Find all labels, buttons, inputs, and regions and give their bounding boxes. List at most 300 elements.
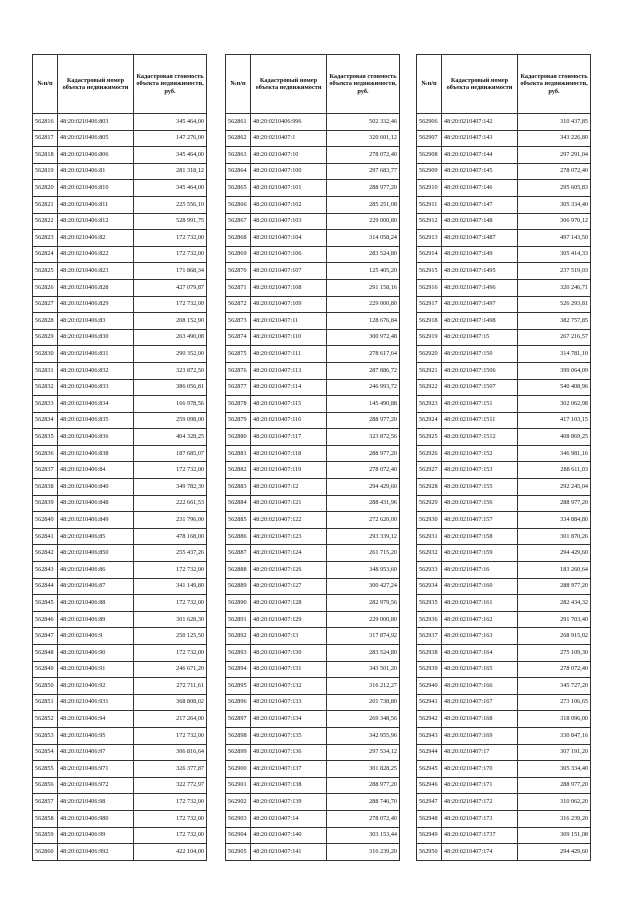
cadastral-number: 48:20:0210407:138 [251, 777, 327, 794]
cadastral-number: 48:20:0210407:141 [251, 844, 327, 861]
row-number: 562891 [226, 611, 251, 628]
cadastral-value: 281 318,12 [134, 163, 207, 180]
cadastral-number: 48:20:0210407:102 [251, 196, 327, 213]
row-number: 562924 [417, 412, 442, 429]
table-row [226, 346, 400, 363]
row-number: 562848 [33, 645, 58, 662]
table-row [33, 196, 207, 213]
cadastral-number: 48:20:0210406:88 [58, 595, 134, 612]
table-row [226, 694, 400, 711]
table-row [417, 611, 591, 628]
table-row [226, 114, 400, 131]
cadastral-number: 48:20:0210407:162 [442, 611, 518, 628]
table-row [33, 711, 207, 728]
cadastral-value: 225 556,10 [134, 196, 207, 213]
cadastral-number: 48:20:0210407:115 [251, 396, 327, 413]
cadastral-number: 48:20:0210407:143 [442, 130, 518, 147]
cadastral-number: 48:20:0210406:81 [58, 163, 134, 180]
row-number: 562862 [226, 130, 251, 147]
table-row [33, 346, 207, 363]
table-row [226, 246, 400, 263]
table-row [417, 196, 591, 213]
cadastral-number: 48:20:0210407:17 [442, 744, 518, 761]
cadastral-value: 427 079,87 [134, 279, 207, 296]
cadastral-number: 48:20:0210407:1737 [442, 827, 518, 844]
cadastral-value: 285 251,08 [327, 196, 400, 213]
cadastral-number: 48:20:0210407:133 [251, 694, 327, 711]
cadastral-value: 310 437,85 [518, 114, 591, 131]
row-number: 562927 [417, 462, 442, 479]
row-number: 562915 [417, 263, 442, 280]
cadastral-number: 48:20:0210407:123 [251, 528, 327, 545]
row-number: 562857 [33, 794, 58, 811]
cadastral-number: 48:20:0210407:171 [442, 777, 518, 794]
cadastral-value: 147 276,00 [134, 130, 207, 147]
cadastral-value: 231 796,00 [134, 512, 207, 529]
cadastral-number: 48:20:0210407:150 [442, 346, 518, 363]
row-number: 562885 [226, 512, 251, 529]
row-number: 562821 [33, 196, 58, 213]
table-row [226, 678, 400, 695]
row-number: 562830 [33, 346, 58, 363]
cadastral-number: 48:20:0210406:833 [58, 379, 134, 396]
cadastral-value: 255 437,26 [134, 545, 207, 562]
table-row [33, 114, 207, 131]
row-number: 562850 [33, 678, 58, 695]
row-number: 562825 [33, 263, 58, 280]
row-number: 562898 [226, 727, 251, 744]
cadastral-number: 48:20:0210407:1497 [442, 296, 518, 313]
cadastral-value: 345 464,00 [134, 114, 207, 131]
row-number: 562867 [226, 213, 251, 230]
cadastral-value: 320 246,71 [518, 279, 591, 296]
cadastral-number: 48:20:0210407:160 [442, 578, 518, 595]
row-number: 562881 [226, 445, 251, 462]
row-number: 562835 [33, 429, 58, 446]
row-number: 562833 [33, 396, 58, 413]
cadastral-number: 48:20:0210406:838 [58, 445, 134, 462]
cadastral-number: 48:20:0210407:129 [251, 611, 327, 628]
row-number: 562880 [226, 429, 251, 446]
cadastral-value: 404 328,25 [134, 429, 207, 446]
table-row [226, 147, 400, 164]
row-number: 562907 [417, 130, 442, 147]
table-row [417, 362, 591, 379]
table-row [226, 213, 400, 230]
row-number: 562935 [417, 595, 442, 612]
cadastral-value: 291 158,16 [327, 279, 400, 296]
table-row [226, 379, 400, 396]
table-row [33, 313, 207, 330]
row-number: 562834 [33, 412, 58, 429]
cadastral-number: 48:20:0210407:116 [251, 412, 327, 429]
row-number: 562836 [33, 445, 58, 462]
row-number: 562872 [226, 296, 251, 313]
cadastral-value: 307 191,20 [518, 744, 591, 761]
table-row [226, 180, 400, 197]
table-row [33, 462, 207, 479]
cadastral-number: 48:20:0210407:172 [442, 794, 518, 811]
cadastral-value: 278 072,40 [327, 462, 400, 479]
header-row [226, 55, 400, 114]
table-row [417, 429, 591, 446]
table-row [33, 479, 207, 496]
row-number: 562869 [226, 246, 251, 263]
row-number: 562906 [417, 114, 442, 131]
cadastral-number: 48:20:0210406:98 [58, 794, 134, 811]
cadastral-value: 246 993,72 [327, 379, 400, 396]
cadastral-number: 48:20:0210407:140 [251, 827, 327, 844]
table-row [417, 329, 591, 346]
cadastral-value: 301 870,26 [518, 528, 591, 545]
cadastral-value: 408 869,25 [518, 429, 591, 446]
row-number: 562938 [417, 645, 442, 662]
table-row [417, 279, 591, 296]
row-number: 562876 [226, 362, 251, 379]
table-row [226, 362, 400, 379]
cadastral-value: 382 757,85 [518, 313, 591, 330]
table-row [226, 794, 400, 811]
row-number: 562895 [226, 678, 251, 695]
row-number: 562902 [226, 794, 251, 811]
table-row [33, 678, 207, 695]
cadastral-value: 297 683,77 [327, 163, 400, 180]
cadastral-value: 183 260,64 [518, 562, 591, 579]
cadastral-number: 48:20:0210407:134 [251, 711, 327, 728]
table-row [226, 313, 400, 330]
row-number: 562842 [33, 545, 58, 562]
table-row [226, 761, 400, 778]
row-number: 562858 [33, 810, 58, 827]
table-row [33, 429, 207, 446]
cadastral-value: 272 620,00 [327, 512, 400, 529]
row-number: 562899 [226, 744, 251, 761]
row-number: 562827 [33, 296, 58, 313]
cadastral-value: 246 671,20 [134, 661, 207, 678]
table-row [226, 512, 400, 529]
row-number: 562877 [226, 379, 251, 396]
cadastral-value: 305 334,40 [518, 196, 591, 213]
row-number: 562928 [417, 479, 442, 496]
row-number: 562854 [33, 744, 58, 761]
cadastral-number: 48:20:0210407:151 [442, 396, 518, 413]
table-row [417, 528, 591, 545]
table-row [226, 661, 400, 678]
row-number: 562933 [417, 562, 442, 579]
row-number: 562874 [226, 329, 251, 346]
row-number: 562845 [33, 595, 58, 612]
row-number: 562905 [226, 844, 251, 861]
cadastral-value: 125 405,20 [327, 263, 400, 280]
cadastral-number: 48:20:0210407:145 [442, 163, 518, 180]
cadastral-number: 48:20:0210406:829 [58, 296, 134, 313]
row-number: 562822 [33, 213, 58, 230]
row-number: 562931 [417, 528, 442, 545]
cadastral-number: 48:20:0210406:931 [58, 694, 134, 711]
table-row [417, 147, 591, 164]
row-number: 562945 [417, 761, 442, 778]
cadastral-value: 301 628,30 [134, 611, 207, 628]
cadastral-number: 48:20:0210406:822 [58, 246, 134, 263]
table-row [417, 628, 591, 645]
cadastral-number: 48:20:0210406:850 [58, 545, 134, 562]
cadastral-number: 48:20:0210407:168 [442, 711, 518, 728]
table-row [417, 246, 591, 263]
table-row [226, 279, 400, 296]
row-number: 562894 [226, 661, 251, 678]
row-number: 562901 [226, 777, 251, 794]
cadastral-number: 48:20:0210407:15 [442, 329, 518, 346]
row-number: 562871 [226, 279, 251, 296]
table-row [417, 545, 591, 562]
row-number: 562929 [417, 495, 442, 512]
table-row [417, 727, 591, 744]
cadastral-value: 172 732,00 [134, 727, 207, 744]
row-number: 562909 [417, 163, 442, 180]
table-row [417, 130, 591, 147]
table-row [33, 163, 207, 180]
cadastral-value: 288 977,20 [518, 495, 591, 512]
table-row [33, 379, 207, 396]
row-number: 562925 [417, 429, 442, 446]
table-row [226, 462, 400, 479]
row-number: 562844 [33, 578, 58, 595]
cadastral-value: 368 808,02 [134, 694, 207, 711]
cadastral-value: 540 408,96 [518, 379, 591, 396]
cadastral-value: 172 732,00 [134, 595, 207, 612]
row-number: 562860 [33, 844, 58, 861]
row-number: 562913 [417, 230, 442, 247]
row-number: 562878 [226, 396, 251, 413]
cadastral-number: 48:20:0210406:90 [58, 645, 134, 662]
cadastral-value: 422 104,00 [134, 844, 207, 861]
cadastral-value: 310 062,20 [518, 794, 591, 811]
cadastral-value: 320 601,12 [327, 130, 400, 147]
row-number: 562950 [417, 844, 442, 861]
cadastral-value: 288 977,20 [518, 777, 591, 794]
cadastral-number: 48:20:0210407:135 [251, 727, 327, 744]
cadastral-value: 317 874,92 [327, 628, 400, 645]
cadastral-value: 306 816,64 [134, 744, 207, 761]
row-number: 562887 [226, 545, 251, 562]
cadastral-value: 172 732,00 [134, 794, 207, 811]
table-row [226, 296, 400, 313]
cadastral-number: 48:20:0210407:114 [251, 379, 327, 396]
row-number: 562944 [417, 744, 442, 761]
cadastral-value: 302 062,98 [518, 396, 591, 413]
cadastral-value: 478 168,00 [134, 528, 207, 545]
row-number: 562932 [417, 545, 442, 562]
cadastral-value: 288 977,20 [518, 578, 591, 595]
cadastral-number: 48:20:0210407:104 [251, 230, 327, 247]
table-row [226, 230, 400, 247]
cadastral-value: 349 782,30 [134, 479, 207, 496]
cadastral-value: 288 977,20 [327, 445, 400, 462]
table-row [226, 412, 400, 429]
header-number: №п/п [417, 55, 442, 114]
cadastral-number: 48:20:0210407:111 [251, 346, 327, 363]
cadastral-value: 386 056,81 [134, 379, 207, 396]
cadastral-value: 343 501,20 [327, 661, 400, 678]
registry-table [416, 54, 591, 861]
cadastral-value: 290 352,00 [134, 346, 207, 363]
cadastral-value: 345 727,20 [518, 678, 591, 695]
cadastral-value: 306 970,12 [518, 213, 591, 230]
cadastral-value: 259 098,00 [134, 412, 207, 429]
row-number: 562823 [33, 230, 58, 247]
table-row [226, 163, 400, 180]
row-number: 562897 [226, 711, 251, 728]
row-number: 562841 [33, 528, 58, 545]
table-row [33, 180, 207, 197]
table-row [226, 744, 400, 761]
cadastral-number: 48:20:0210407:119 [251, 462, 327, 479]
row-number: 562941 [417, 694, 442, 711]
table-row [33, 595, 207, 612]
table-row [417, 562, 591, 579]
row-number: 562865 [226, 180, 251, 197]
header-number: №п/п [33, 55, 58, 114]
cadastral-value: 345 464,00 [134, 180, 207, 197]
row-number: 562936 [417, 611, 442, 628]
row-number: 562873 [226, 313, 251, 330]
cadastral-value: 172 732,00 [134, 645, 207, 662]
table-row [226, 528, 400, 545]
cadastral-number: 48:20:0210407:1511 [442, 412, 518, 429]
cadastral-value: 294 429,60 [518, 844, 591, 861]
cadastral-number: 48:20:0210407:161 [442, 595, 518, 612]
table-row [417, 230, 591, 247]
cadastral-value: 288 977,20 [327, 777, 400, 794]
row-number: 562861 [226, 114, 251, 131]
cadastral-number: 48:20:0210406:980 [58, 810, 134, 827]
cadastral-number: 48:20:0210407:121 [251, 495, 327, 512]
cadastral-value: 222 661,53 [134, 495, 207, 512]
cadastral-value: 294 429,60 [518, 545, 591, 562]
table-row [417, 744, 591, 761]
cadastral-value: 288 977,20 [327, 180, 400, 197]
row-number: 562820 [33, 180, 58, 197]
row-number: 562911 [417, 196, 442, 213]
header-cadastral-value: Кадастровая стоимость объекта недвижимости, руб. [327, 55, 400, 114]
cadastral-number: 48:20:0210406:806 [58, 147, 134, 164]
cadastral-value: 273 106,65 [518, 694, 591, 711]
cadastral-number: 48:20:0210407:124 [251, 545, 327, 562]
registry-table [225, 54, 400, 861]
table-row [417, 479, 591, 496]
row-number: 562840 [33, 512, 58, 529]
cadastral-value: 208 152,90 [134, 313, 207, 330]
row-number: 562828 [33, 313, 58, 330]
cadastral-value: 166 978,56 [134, 396, 207, 413]
cadastral-number: 48:20:0210407:146 [442, 180, 518, 197]
row-number: 562917 [417, 296, 442, 313]
cadastral-number: 48:20:0210407:131 [251, 661, 327, 678]
row-number: 562923 [417, 396, 442, 413]
cadastral-number: 48:20:0210406:972 [58, 777, 134, 794]
table-row [33, 545, 207, 562]
cadastral-number: 48:20:0210407:1496 [442, 279, 518, 296]
table-row [226, 329, 400, 346]
table-row [33, 362, 207, 379]
cadastral-value: 294 429,60 [327, 479, 400, 496]
table-row [226, 777, 400, 794]
header-row [33, 55, 207, 114]
row-number: 562855 [33, 761, 58, 778]
row-number: 562864 [226, 163, 251, 180]
cadastral-value: 293 339,12 [327, 528, 400, 545]
header-cadastral-value: Кадастровая стоимость объекта недвижимости, руб. [518, 55, 591, 114]
cadastral-number: 48:20:0210406:828 [58, 279, 134, 296]
table-row [33, 213, 207, 230]
table-row [33, 495, 207, 512]
table-row [417, 114, 591, 131]
cadastral-value: 172 732,00 [134, 246, 207, 263]
cadastral-value: 303 153,44 [327, 827, 400, 844]
cadastral-number: 48:20:0210407:155 [442, 479, 518, 496]
cadastral-number: 48:20:0210407:157 [442, 512, 518, 529]
row-number: 562824 [33, 246, 58, 263]
table-row [33, 279, 207, 296]
cadastral-number: 48:20:0210406:836 [58, 429, 134, 446]
row-number: 562893 [226, 645, 251, 662]
cadastral-value: 229 000,80 [327, 296, 400, 313]
cadastral-value: 172 732,00 [134, 562, 207, 579]
table-row [33, 230, 207, 247]
table-row [226, 844, 400, 861]
cadastral-number: 48:20:0210407:159 [442, 545, 518, 562]
row-number: 562914 [417, 246, 442, 263]
row-number: 562870 [226, 263, 251, 280]
cadastral-value: 334 884,80 [518, 512, 591, 529]
row-number: 562920 [417, 346, 442, 363]
table-row [417, 296, 591, 313]
cadastral-value: 278 617,64 [327, 346, 400, 363]
row-number: 562921 [417, 362, 442, 379]
table-row [33, 246, 207, 263]
table-row [417, 810, 591, 827]
header-row [417, 55, 591, 114]
cadastral-number: 48:20:0210406:9 [58, 628, 134, 645]
table-row [417, 678, 591, 695]
table-row [33, 761, 207, 778]
registry-table [32, 54, 207, 861]
table-row [417, 163, 591, 180]
cadastral-value: 342 955,96 [327, 727, 400, 744]
row-number: 562946 [417, 777, 442, 794]
cadastral-number: 48:20:0210407:165 [442, 661, 518, 678]
cadastral-value: 128 676,84 [327, 313, 400, 330]
row-number: 562868 [226, 230, 251, 247]
cadastral-value: 300 427,24 [327, 578, 400, 595]
cadastral-number: 48:20:0210407:170 [442, 761, 518, 778]
cadastral-value: 261 715,20 [327, 545, 400, 562]
header-cadastral-number: Кадастровый номер объекта недвижимости [442, 55, 518, 114]
row-number: 562886 [226, 528, 251, 545]
cadastral-number: 48:20:0210407:14 [251, 810, 327, 827]
table-row [226, 827, 400, 844]
cadastral-value: 399 064,09 [518, 362, 591, 379]
cadastral-number: 48:20:0210406:92 [58, 678, 134, 695]
table-row [33, 329, 207, 346]
table-row [33, 130, 207, 147]
cadastral-number: 48:20:0210407:117 [251, 429, 327, 446]
cadastral-number: 48:20:0210406:805 [58, 130, 134, 147]
cadastral-number: 48:20:0210406:835 [58, 412, 134, 429]
cadastral-number: 48:20:0210406:811 [58, 196, 134, 213]
cadastral-value: 171 868,34 [134, 263, 207, 280]
cadastral-value: 263 490,08 [134, 329, 207, 346]
